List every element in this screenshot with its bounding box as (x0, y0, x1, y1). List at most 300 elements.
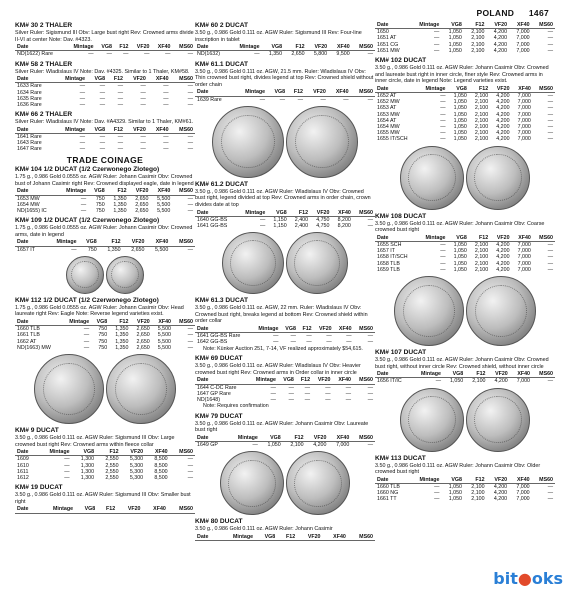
table-cell: 2,100 (474, 242, 489, 249)
entry-title: KM# 60 2 DUCAT (195, 22, 249, 29)
table-cell: 4,200 (494, 378, 508, 385)
table-cell: — (187, 456, 193, 463)
table-cell: — (163, 95, 169, 102)
table-row (15, 83, 195, 90)
table-cell: 1,350 (113, 208, 127, 214)
column-header: F12 (107, 76, 125, 83)
table-cell: — (345, 390, 351, 397)
table-row (15, 326, 195, 333)
column-header: VG8 (443, 371, 465, 378)
table-row (15, 475, 195, 481)
catalog-entry (375, 349, 555, 452)
table-cell: 4,200 (496, 260, 510, 267)
table-cell: 2,100 (474, 248, 489, 255)
column-header: VG8 (448, 86, 469, 93)
table-cell: 1,050 (449, 378, 464, 385)
catalog-entry (15, 61, 195, 109)
coin-obverse-image (400, 146, 464, 210)
table-cell: 7,000 (517, 93, 531, 99)
entry-description: 1.75 g., 0.986 Gold 0.0555 oz. AGW Ruler: Johann Casimir Obv: Head laureate right Rev: Eagle Note: Reverse legend varieties exist. (15, 304, 184, 318)
table-cell: 1,050 (453, 266, 467, 273)
column-header: VG8 (91, 319, 109, 326)
price-table (195, 210, 375, 230)
table-cell: — (187, 89, 193, 96)
table-cell: 1,050 (453, 111, 467, 118)
table-cell: 1660 TLB (17, 326, 40, 333)
column-header: MS60 (532, 477, 555, 484)
entry-title: KM# 9 DUCAT (15, 427, 59, 434)
column-header: VG8 (267, 89, 287, 96)
table-cell: 5,500 (157, 201, 171, 208)
table-cell: — (140, 146, 146, 153)
table-cell: 4,200 (496, 111, 510, 118)
table-cell: 2,550 (105, 468, 119, 475)
column-header: MS60 (351, 435, 375, 442)
table-cell: 1643 Rare (17, 140, 42, 147)
table-cell: — (547, 41, 553, 48)
table-cell: 1,300 (80, 462, 95, 469)
column-header: Mintage (54, 76, 87, 83)
table-cell: 2,100 (471, 496, 485, 503)
table-cell: 1641 Rare (17, 134, 42, 140)
table-row (15, 345, 195, 351)
table-row (375, 378, 555, 385)
table-cell: 1640 GG-BS (197, 216, 228, 223)
price-table (15, 44, 195, 57)
coin-obverse-image (66, 256, 104, 294)
column-1 (15, 22, 195, 517)
table-cell: — (80, 195, 87, 202)
table-cell: — (144, 51, 150, 58)
table-cell: 2,100 (474, 136, 489, 143)
table-cell: — (440, 111, 446, 118)
table-cell: 1653 AT (377, 105, 397, 112)
table-cell: — (434, 47, 440, 54)
entry-title: KM# 61.2 DUCAT (195, 180, 249, 188)
column-header: XF40 (334, 326, 354, 333)
table-cell: 2,100 (471, 484, 485, 491)
table-cell: — (547, 260, 553, 267)
column-header: XF40 (328, 435, 351, 442)
table-cell: — (326, 339, 332, 346)
table-cell: — (187, 475, 193, 481)
table-cell: 1661 TLB (17, 332, 40, 339)
price-table (15, 76, 195, 108)
column-header: VF20 (312, 377, 332, 384)
entry-description: Silver Ruler: Wladislaus IV Note: Dav. #A4329. Similar to 1 Thaler, KM#61. (15, 119, 194, 126)
table-cell: — (117, 83, 123, 90)
table-cell: 1,050 (448, 484, 462, 491)
table-cell: 5,300 (129, 468, 144, 475)
table-cell: 5,500 (157, 344, 171, 351)
table-cell: — (547, 93, 553, 99)
column-2 (195, 22, 375, 544)
table-cell: — (79, 89, 86, 96)
table-cell: 2,650 (131, 246, 145, 253)
entry-description: 1.75 g., 0.986 Gold 0.0555 oz. AGW Ruler: Johann Casimir Obv: Crowned arms, date in legend (15, 225, 193, 238)
table-cell: 2,650 (135, 208, 149, 214)
table-cell: — (367, 96, 373, 103)
column-header: F12 (114, 44, 131, 51)
catalog-entry (195, 61, 375, 178)
table-cell: — (187, 338, 193, 345)
table-cell: 1,150 (273, 216, 287, 223)
table-cell: — (367, 339, 373, 346)
price-table (15, 506, 195, 513)
table-cell: — (99, 89, 106, 96)
table-cell: — (163, 134, 169, 140)
catalog-entry (195, 355, 375, 410)
table-row (15, 195, 195, 202)
catalog-entry (15, 217, 195, 294)
table-cell: 1655 SCH (377, 242, 402, 249)
table-row (375, 496, 555, 502)
table-cell: 2,650 (136, 332, 150, 339)
table-row (375, 93, 555, 100)
catalog-entry (375, 455, 555, 503)
table-cell: 2,550 (105, 462, 119, 469)
column-header: XF40 (146, 239, 170, 246)
table-row (195, 223, 375, 229)
column-header: F12 (287, 89, 305, 96)
column-header: F12 (464, 22, 487, 29)
table-cell: 2,100 (471, 490, 485, 497)
table-cell: 1644 C-DC Rare (197, 384, 237, 391)
catalog-entry (195, 297, 375, 352)
table-cell: 1647 Rare (17, 146, 42, 153)
entry-note: Note: Requires confirmation (203, 403, 269, 410)
table-cell: — (273, 333, 279, 340)
column-header: VG8 (280, 326, 298, 333)
table-cell: 1661 TT (377, 496, 397, 503)
coin-images (15, 354, 195, 424)
column-header: Date (195, 44, 230, 51)
table-cell: 2,100 (474, 266, 489, 273)
table-cell: — (326, 333, 332, 340)
table-cell: — (304, 384, 311, 391)
column-header: MS60 (352, 44, 375, 51)
entry-title: KM# 61.1 DUCAT (195, 60, 249, 68)
table-cell: — (434, 35, 440, 42)
coin-images (375, 388, 555, 452)
price-table (195, 326, 375, 346)
table-cell: — (343, 96, 349, 103)
table-cell: — (80, 208, 87, 214)
table-row (195, 96, 375, 103)
table-cell: — (79, 146, 86, 153)
table-cell: 7,000 (516, 35, 530, 42)
table-cell: — (440, 130, 446, 137)
table-row (15, 208, 195, 214)
table-cell: 8,500 (154, 475, 168, 481)
table-cell: — (346, 339, 352, 346)
table-cell: — (163, 83, 169, 90)
table-cell: — (290, 333, 296, 340)
table-cell: — (547, 35, 553, 42)
column-header: Date (375, 235, 418, 242)
table-cell: 750 (95, 208, 105, 214)
table-cell: — (279, 96, 286, 103)
table-cell: — (270, 384, 276, 391)
table-cell: 750 (98, 326, 108, 333)
price-table (15, 127, 195, 153)
column-header: XF40 (333, 377, 353, 384)
column-header: Mintage (37, 449, 71, 456)
table-cell: — (187, 246, 193, 253)
catalog-entry (15, 297, 195, 424)
column-header: VF20 (314, 326, 334, 333)
table-cell: — (187, 51, 193, 58)
column-header: F12 (96, 449, 121, 456)
column-header: XF40 (143, 506, 168, 513)
column-header: VF20 (125, 76, 148, 83)
table-cell: — (547, 242, 553, 249)
page-number: 1467 (528, 8, 549, 18)
table-cell: — (79, 95, 86, 102)
table-cell: 1641 GG-BS (197, 222, 228, 229)
column-header: XF40 (512, 235, 533, 242)
catalog-entry (15, 166, 195, 214)
table-cell: 1,350 (115, 332, 129, 339)
table-cell: — (163, 140, 169, 147)
table-cell: 2,100 (474, 105, 489, 112)
price-table (375, 371, 555, 384)
entry-description: 3.50 g., 0.986 Gold 0.111 oz. AGW Ruler: Wladislaus IV Obv: Crowned bust right, legend divided at top Rev: Crowned arms in order chain, crown divides date at top (195, 188, 371, 208)
column-header: VG8 (87, 127, 107, 134)
table-cell: 750 (98, 332, 108, 339)
table-cell: — (434, 496, 440, 503)
table-cell: 1611 (17, 468, 29, 475)
table-cell: 1,050 (453, 136, 467, 143)
table-cell: 1,050 (453, 124, 467, 131)
table-cell: — (547, 254, 553, 261)
coin-images (195, 451, 375, 515)
column-header: VG8 (88, 188, 107, 195)
table-row (375, 484, 555, 491)
table-cell: 1662 AT (17, 338, 37, 345)
column-header: Mintage (418, 235, 448, 242)
column-header: F12 (469, 235, 490, 242)
column-header: Date (15, 188, 58, 195)
table-row (15, 134, 195, 141)
table-cell: — (547, 105, 553, 112)
table-cell: — (288, 390, 294, 397)
column-header: Date (195, 435, 228, 442)
column-header: VG8 (267, 210, 288, 217)
column-header: Date (375, 371, 412, 378)
table-cell: 7,000 (517, 266, 531, 273)
table-cell: — (270, 390, 276, 397)
table-cell: ND(1655) IC (17, 208, 47, 214)
column-header: Date (195, 534, 219, 541)
column-header: VG8 (96, 44, 114, 51)
entry-description: Silver Ruler: Sigismund III Obv: Large bust right Rev: Crowned arms divide II-VI at center Note: Dav. #4323. (15, 30, 194, 43)
entry-description: 3.50 g., 0.986 Gold 0.111 oz. AGW Ruler: Johann Casimir Obv: Crowned and laureate bust right in inner circle, finer style Rev: Crowned arms in inner circle, date in legend Note: Legend varieties exist. (375, 65, 549, 85)
table-cell: 2,100 (471, 29, 485, 36)
table-cell: 4,200 (496, 248, 510, 255)
table-cell: 1609 (17, 456, 29, 463)
column-header: XF40 (509, 477, 532, 484)
catalog-entry (375, 213, 555, 346)
column-header: VF20 (487, 477, 510, 484)
table-cell: — (64, 475, 70, 481)
column-header: XF40 (151, 44, 172, 51)
column-header: VF20 (487, 371, 509, 378)
column-header: MS60 (172, 44, 195, 51)
table-cell: 1,050 (448, 47, 462, 54)
table-cell: 5,300 (129, 456, 144, 463)
table-cell: — (259, 216, 266, 223)
column-header: VF20 (121, 449, 146, 456)
column-header: F12 (465, 371, 487, 378)
table-cell: — (547, 117, 553, 124)
table-cell: — (288, 384, 294, 391)
table-cell: — (79, 140, 86, 147)
table-row (375, 242, 555, 249)
table-cell: 1658 IT/SCH (377, 254, 408, 261)
column-header: Mintage (412, 371, 443, 378)
table-cell: 4,200 (493, 41, 508, 48)
table-cell: — (140, 83, 146, 90)
table-cell: 1,050 (448, 35, 462, 42)
table-cell: 5,800 (313, 51, 328, 58)
table-cell: — (367, 390, 373, 397)
table-cell: 2,650 (135, 201, 149, 208)
column-header: Mintage (230, 44, 261, 51)
table-cell: 8,500 (154, 468, 168, 475)
table-cell: 4,200 (493, 490, 508, 497)
column-header: F12 (469, 86, 490, 93)
column-header: VG8 (75, 506, 97, 513)
column-header: Date (195, 377, 248, 384)
table-cell: 5,500 (155, 246, 169, 253)
table-cell: 2,100 (471, 41, 485, 48)
table-cell: 1,050 (453, 117, 467, 124)
table-cell: 8,200 (337, 216, 351, 223)
page-header (465, 8, 549, 18)
table-cell: 1634 Rare (17, 89, 42, 96)
entry-title: KM# 61.3 DUCAT (195, 297, 249, 305)
entry-title: KM# 109 1/2 DUCAT (1/2 Czerwonego Zlotego) (15, 217, 160, 225)
table-cell: 4,200 (493, 29, 508, 36)
column-3 (375, 22, 555, 506)
table-cell: 7,000 (516, 484, 530, 491)
table-cell: 7,000 (516, 496, 530, 503)
table-cell: — (547, 130, 553, 137)
column-header: VF20 (307, 44, 330, 51)
coin-obverse-image (400, 388, 464, 452)
table-cell: — (79, 134, 86, 140)
table-cell: — (297, 96, 303, 103)
table-cell: — (440, 124, 446, 131)
coin-images (15, 256, 195, 294)
table-cell: — (117, 102, 123, 108)
table-cell: 1,150 (273, 222, 287, 229)
catalog-entry (15, 111, 195, 152)
table-cell: 4,200 (496, 254, 510, 261)
column-header: MS60 (353, 210, 375, 217)
column-header: XF40 (323, 534, 348, 541)
table-cell: 1,050 (453, 99, 467, 106)
table-cell: 1,050 (448, 490, 462, 497)
table-cell: 2,550 (105, 456, 119, 463)
column-header: Mintage (238, 210, 268, 217)
table-cell: 1655 MW (377, 130, 400, 137)
entry-title: KM# 58 2 THALER (15, 60, 73, 68)
table-cell: — (117, 134, 123, 140)
column-header: Date (195, 210, 238, 217)
table-cell: 2,100 (474, 124, 489, 131)
coin-reverse-image (466, 276, 536, 346)
table-cell: — (325, 384, 331, 391)
coin-reverse-image (286, 106, 358, 178)
table-cell: 1,050 (267, 442, 281, 449)
table-cell: — (117, 140, 123, 147)
price-table (195, 377, 375, 403)
table-cell: — (187, 83, 193, 90)
table-cell: — (83, 326, 90, 333)
table-cell: 2,650 (291, 51, 305, 58)
table-cell: — (440, 136, 446, 143)
table-cell: 1636 Rare (17, 102, 42, 108)
table-cell: 2,550 (105, 475, 119, 481)
table-cell: 1660 NG (377, 490, 399, 497)
table-cell: — (435, 378, 441, 385)
table-cell: 5,300 (129, 462, 144, 469)
table-cell: — (99, 102, 106, 108)
table-cell: 2,100 (471, 47, 485, 54)
table-cell: 1,050 (448, 41, 462, 48)
table-row (375, 136, 555, 142)
table-row (375, 29, 555, 36)
catalog-entry (15, 22, 195, 58)
table-cell: — (259, 96, 266, 103)
country-title: POLAND (476, 8, 515, 18)
table-cell: 750 (98, 338, 108, 345)
table-cell: 1,300 (80, 456, 95, 463)
table-cell: 4,200 (493, 484, 508, 491)
table-cell: — (304, 396, 311, 403)
table-row (15, 51, 195, 58)
table-cell: — (163, 146, 169, 153)
table-cell: — (367, 216, 373, 223)
table-cell: 8,200 (337, 222, 351, 229)
table-cell: 5,500 (157, 326, 171, 333)
table-cell: 7,000 (517, 117, 531, 124)
column-header: Date (15, 127, 54, 134)
coin-reverse-image (106, 354, 176, 424)
table-cell: — (440, 266, 446, 273)
table-cell: 1657 IT (377, 248, 395, 255)
section-title: TRADE COINAGE (66, 154, 144, 165)
table-cell: — (187, 95, 193, 102)
table-cell: — (79, 102, 86, 108)
table-cell: — (187, 326, 193, 333)
table-cell: — (288, 396, 294, 403)
coin-images (375, 276, 555, 346)
table-cell: 1651 MW (377, 47, 400, 54)
table-row (375, 48, 555, 54)
column-header: Date (15, 506, 39, 513)
table-cell: 2,650 (136, 326, 150, 333)
table-row (195, 333, 375, 340)
price-table (195, 435, 375, 448)
column-header: F12 (97, 506, 117, 513)
entry-description: 1.75 g., 0.986 Gold 0.0555 oz. AGW Ruler: Johann Casimir Obv: Crowned bust of Johann Casimir right Rev: Crowned displayed eagle, date in legend (15, 174, 194, 187)
table-cell: 750 (95, 201, 105, 208)
column-header: VF20 (129, 188, 151, 195)
table-cell: — (117, 89, 123, 96)
